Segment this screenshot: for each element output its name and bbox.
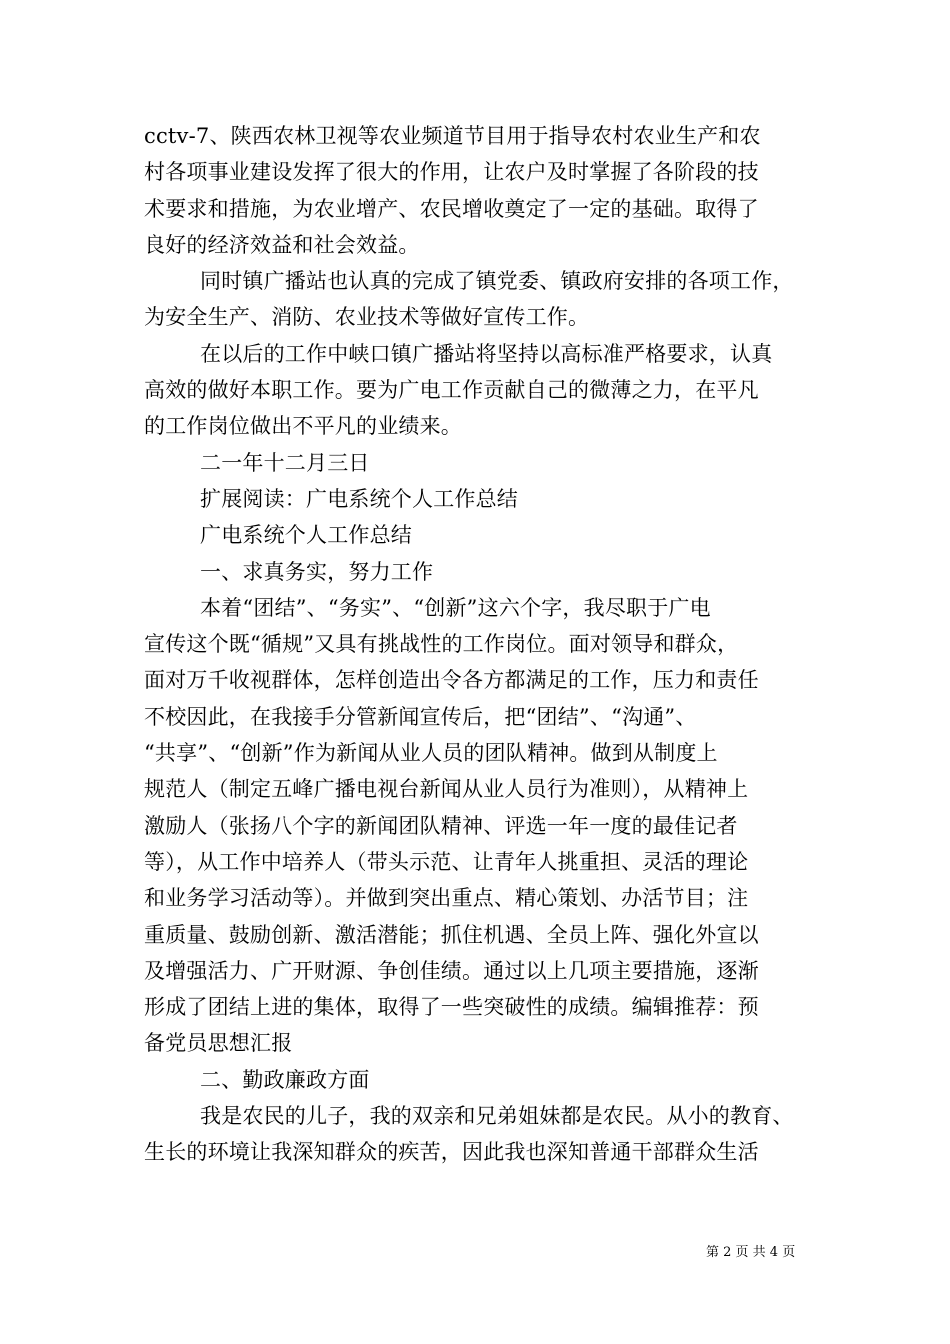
text-line: 为安全生产、消防、农业技术等做好宣传工作。 <box>144 305 590 330</box>
text-line: 本着“团结”、“务实”、“创新”这六个字，我尽职于广电 <box>200 595 711 620</box>
text-line: 良好的经济效益和社会效益。 <box>144 232 420 257</box>
text-line: 一、求真务实，努力工作 <box>200 559 434 584</box>
text-line: 和业务学习活动等）。并做到突出重点、精心策划、办活节目；注 <box>144 886 749 911</box>
text-line: 扩展阅读：广电系统个人工作总结 <box>200 486 518 511</box>
text-line: 二一年十二月三日 <box>200 450 370 475</box>
text-line: 术要求和措施，为农业增产、农民增收奠定了一定的基础。取得了 <box>144 196 759 221</box>
text-line: “共享”、“创新”作为新闻从业人员的团队精神。做到从制度上 <box>144 741 718 766</box>
text-line: 面对万千收视群体，怎样创造出令各方都满足的工作，压力和责任 <box>144 668 759 693</box>
text-line: 规范人（制定五峰广播电视台新闻从业人员行为准则），从精神上 <box>144 777 749 802</box>
text-line: 村各项事业建设发挥了很大的作用，让农户及时掌握了各阶段的技 <box>144 160 759 185</box>
text-line: 等），从工作中培养人（带头示范、让青年人挑重担、灵活的理论 <box>144 849 749 874</box>
page-number-footer: 第 2 页 共 4 页 <box>706 1245 796 1260</box>
text-line: 广电系统个人工作总结 <box>200 523 412 548</box>
text-line: 高效的做好本职工作。要为广电工作贡献自己的微薄之力，在平凡 <box>144 378 759 403</box>
text-line: 宣传这个既“循规”又具有挑战性的工作岗位。面对领导和群众， <box>144 632 739 657</box>
text-line: cctv-7、陕西农林卫视等农业频道节目用于指导农村农业生产和农 <box>144 124 761 148</box>
document-body <box>144 118 812 1171</box>
text-line: 我是农民的儿子，我的双亲和兄弟姐妹都是农民。从小的教育、 <box>200 1104 794 1129</box>
text-line: 形成了团结上进的集体，取得了一些突破性的成绩。编辑推荐：预 <box>144 995 759 1020</box>
text-line: 激励人（张扬八个字的新闻团队精神、评选一年一度的最佳记者 <box>144 813 738 838</box>
text-line: 在以后的工作中峡口镇广播站将坚持以高标准严格要求，认真 <box>200 341 773 366</box>
text-line: 重质量、鼓励创新、激活潜能；抓住机遇、全员上阵、强化外宣以 <box>144 922 759 947</box>
text-line: 不校因此，在我接手分管新闻宣传后，把“团结”、“沟通”、 <box>144 704 697 729</box>
text-line: 同时镇广播站也认真的完成了镇党委、镇政府安排的各项工作， <box>200 269 794 294</box>
text-line: 备党员思想汇报 <box>144 1031 293 1056</box>
text-line: 及增强活力、广开财源、争创佳绩。通过以上几项主要措施，逐渐 <box>144 958 759 983</box>
text-line: 生长的环境让我深知群众的疾苦，因此我也深知普通干部群众生活 <box>144 1140 759 1165</box>
text-line: 二、勤政廉政方面 <box>200 1067 370 1092</box>
text-line: 的工作岗位做出不平凡的业绩来。 <box>144 414 462 439</box>
